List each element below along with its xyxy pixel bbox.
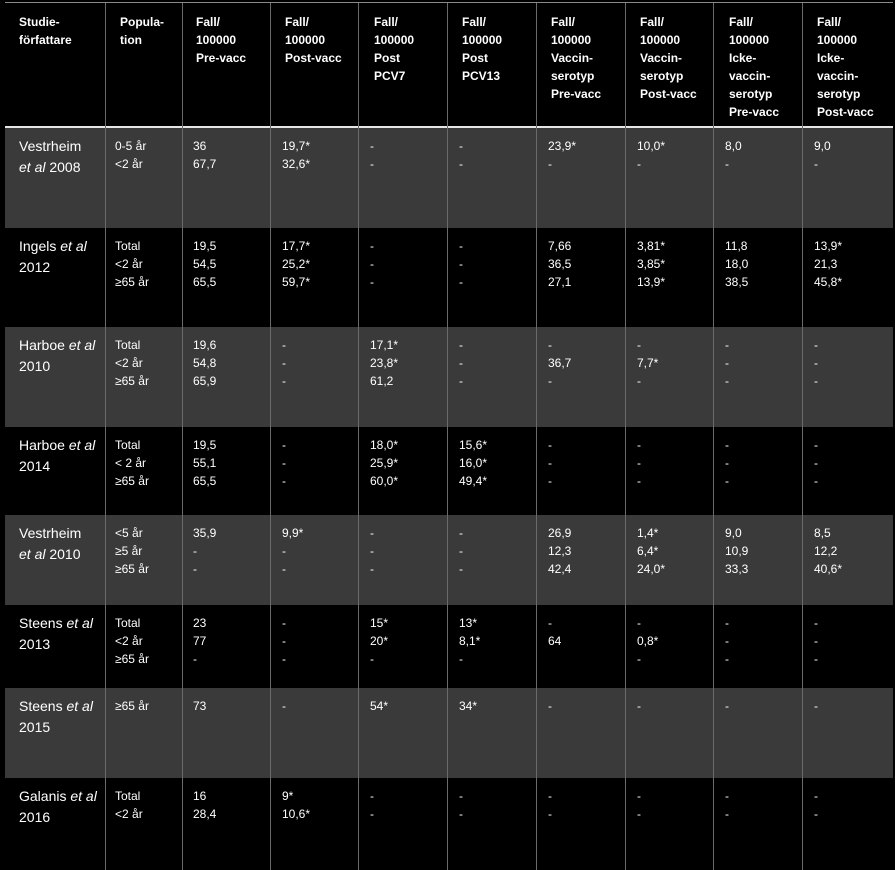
rate-cell: - -	[725, 789, 729, 821]
rate-cell: - - -	[637, 438, 641, 488]
rate-cell: 9,9* - -	[282, 526, 304, 576]
rate-cell: 23 77 -	[193, 616, 207, 666]
rate-cell: - -	[370, 139, 374, 171]
author-etal: et al	[19, 159, 46, 175]
rate-cell: -	[282, 699, 286, 713]
rate-cell: - - -	[814, 338, 818, 388]
rate-cell: 23,9* -	[548, 139, 577, 171]
population-cell: 0-5 år <2 år	[115, 139, 147, 171]
study-author	[19, 786, 97, 828]
rate-cell: - -	[459, 789, 463, 821]
header-study-author: Studie- författare	[19, 15, 72, 47]
study-author	[19, 335, 95, 377]
rate-cell: - 0,8* -	[637, 616, 659, 666]
study-author	[19, 136, 81, 178]
header-vaccine-serotype-pre: Fall/ 100000 Vaccin- serotyp Pre-vacc	[551, 15, 602, 101]
column-divider	[713, 3, 714, 870]
table-row	[5, 515, 893, 605]
rate-cell: - -	[459, 139, 463, 171]
author-etal: et al	[60, 238, 87, 254]
header-pre-vacc: Fall/ 100000 Pre-vacc	[196, 15, 247, 65]
author-name: Steens	[19, 615, 63, 631]
header-post-pcv7: Fall/ 100000 Post PCV7	[374, 15, 415, 83]
author-year: 2008	[49, 159, 81, 175]
rate-cell: 35,9 - -	[193, 526, 217, 576]
study-author	[19, 435, 95, 477]
rate-cell: - - -	[725, 616, 729, 666]
author-etal: et al	[70, 788, 97, 804]
rate-cell: 9,0 10,9 33,3	[725, 526, 749, 576]
author-name: Vestrheim	[19, 138, 82, 154]
author-year: 2012	[19, 259, 51, 275]
rate-cell: 10,0* -	[637, 139, 666, 171]
author-etal: et al	[66, 615, 93, 631]
rate-cell: 1,4* 6,4* 24,0*	[637, 526, 666, 576]
rate-cell: 19,6 54,8 65,9	[193, 338, 217, 388]
population-cell: Total <2 år ≥65 år	[115, 239, 149, 289]
author-year: 2010	[49, 546, 81, 562]
rate-cell: 19,5 55,1 65,5	[193, 438, 217, 488]
rate-cell: -	[548, 699, 552, 713]
rate-cell: - 36,7 -	[548, 338, 572, 388]
rate-cell: 54*	[370, 699, 389, 713]
author-year: 2014	[19, 458, 51, 474]
author-name: Vestrheim	[19, 525, 82, 541]
rate-cell: - 64	[548, 616, 562, 648]
author-name: Galanis	[19, 788, 67, 804]
column-divider	[105, 3, 106, 870]
population-cell: Total <2 år ≥65 år	[115, 338, 149, 388]
rate-cell: 15* 20* -	[370, 616, 389, 666]
rate-cell: -	[637, 699, 641, 713]
rate-cell: 17,1* 23,8* 61,2	[370, 338, 399, 388]
population-cell: Total < 2 år ≥65 år	[115, 438, 149, 488]
header-nonvaccine-serotype-post: Fall/ 100000 Icke- vaccin- serotyp Post-vacc	[817, 15, 874, 119]
study-author	[19, 613, 93, 655]
rate-cell: - -	[814, 789, 818, 821]
rate-cell: - - -	[725, 338, 729, 388]
author-etal: et al	[66, 698, 93, 714]
rate-cell: 16 28,4	[193, 789, 217, 821]
column-divider	[536, 3, 537, 870]
header-post-vacc: Fall/ 100000 Post-vacc	[285, 15, 342, 65]
author-etal: et al	[68, 437, 96, 453]
header-population: Popula- tion	[120, 15, 164, 47]
rate-cell: 9* 10,6*	[282, 789, 311, 821]
table-row	[5, 688, 893, 778]
rate-cell: 8,5 12,2 40,6*	[814, 526, 843, 576]
table-row	[5, 327, 893, 427]
header-nonvaccine-serotype-pre: Fall/ 100000 Icke- vaccin- serotyp Pre-vacc	[729, 15, 780, 119]
author-year: 2013	[19, 636, 51, 652]
author-year: 2010	[19, 358, 51, 374]
column-divider	[358, 3, 359, 870]
rate-cell: - - -	[282, 438, 286, 488]
rate-cell: 7,66 36,5 27,1	[548, 239, 572, 289]
population-cell: Total <2 år	[115, 789, 143, 821]
rate-cell: - - -	[814, 616, 818, 666]
rate-cell: - -	[637, 789, 641, 821]
study-author	[19, 236, 87, 278]
rate-cell: 18,0* 25,9* 60,0*	[370, 438, 399, 488]
rate-cell: 3,81* 3,85* 13,9*	[637, 239, 666, 289]
column-divider	[182, 3, 183, 870]
rate-cell: - - -	[459, 526, 463, 576]
author-name: Harboe	[19, 337, 65, 353]
rate-cell: 26,9 12,3 42,4	[548, 526, 572, 576]
header-post-pcv13: Fall/ 100000 Post PCV13	[462, 15, 503, 83]
rate-cell: 17,7* 25,2* 59,7*	[282, 239, 311, 289]
rate-cell: - -	[370, 789, 374, 821]
rate-cell: 19,7* 32,6*	[282, 139, 311, 171]
rate-cell: - - -	[370, 526, 374, 576]
study-author	[19, 696, 93, 738]
rate-cell: -	[725, 699, 729, 713]
rate-cell: - - -	[548, 438, 552, 488]
rate-cell: 36 67,7	[193, 139, 217, 171]
author-etal: et al	[19, 546, 46, 562]
author-etal: et al	[68, 337, 96, 353]
population-cell: Total <2 år ≥65 år	[115, 616, 149, 666]
rate-cell: - - -	[459, 338, 463, 388]
table-row	[5, 605, 893, 688]
rate-cell: - 7,7* -	[637, 338, 659, 388]
author-year: 2015	[19, 719, 51, 735]
rate-cell: - - -	[725, 438, 729, 488]
population-cell: <5 år ≥5 år ≥65 år	[115, 526, 149, 576]
column-divider	[802, 3, 803, 870]
rate-cell: 15,6* 16,0* 49,4*	[459, 438, 488, 488]
rate-cell: 9,0 -	[814, 139, 831, 171]
author-name: Steens	[19, 698, 63, 714]
population-cell: ≥65 år	[115, 699, 149, 713]
header-vaccine-serotype-post: Fall/ 100000 Vaccin- serotyp Post-vacc	[640, 15, 697, 101]
author-name: Harboe	[19, 437, 65, 453]
column-divider	[270, 3, 271, 870]
author-year: 2016	[19, 809, 51, 825]
author-name: Ingels	[19, 238, 57, 254]
table-row	[5, 128, 893, 228]
rate-cell: - -	[548, 789, 552, 821]
rate-cell: - - -	[282, 616, 286, 666]
rate-cell: 8,0 -	[725, 139, 742, 171]
table-row	[5, 778, 893, 870]
column-divider	[447, 3, 448, 870]
rate-cell: - - -	[282, 338, 286, 388]
study-author	[19, 523, 81, 565]
rate-cell: 13* 8,1* -	[459, 616, 481, 666]
rate-cell: -	[814, 699, 818, 713]
table-row	[5, 228, 893, 327]
rate-cell: 13,9* 21,3 45,8*	[814, 239, 843, 289]
table-row	[5, 427, 893, 515]
rate-cell: 73	[193, 699, 207, 713]
rate-cell: - - -	[370, 239, 374, 289]
rate-cell: 19,5 54,5 65,5	[193, 239, 217, 289]
rate-cell: - - -	[814, 438, 818, 488]
table-header	[5, 3, 893, 125]
rate-cell: 34*	[459, 699, 478, 713]
column-divider	[625, 3, 626, 870]
rate-cell: 11,8 18,0 38,5	[725, 239, 749, 289]
rate-cell: - - -	[459, 239, 463, 289]
